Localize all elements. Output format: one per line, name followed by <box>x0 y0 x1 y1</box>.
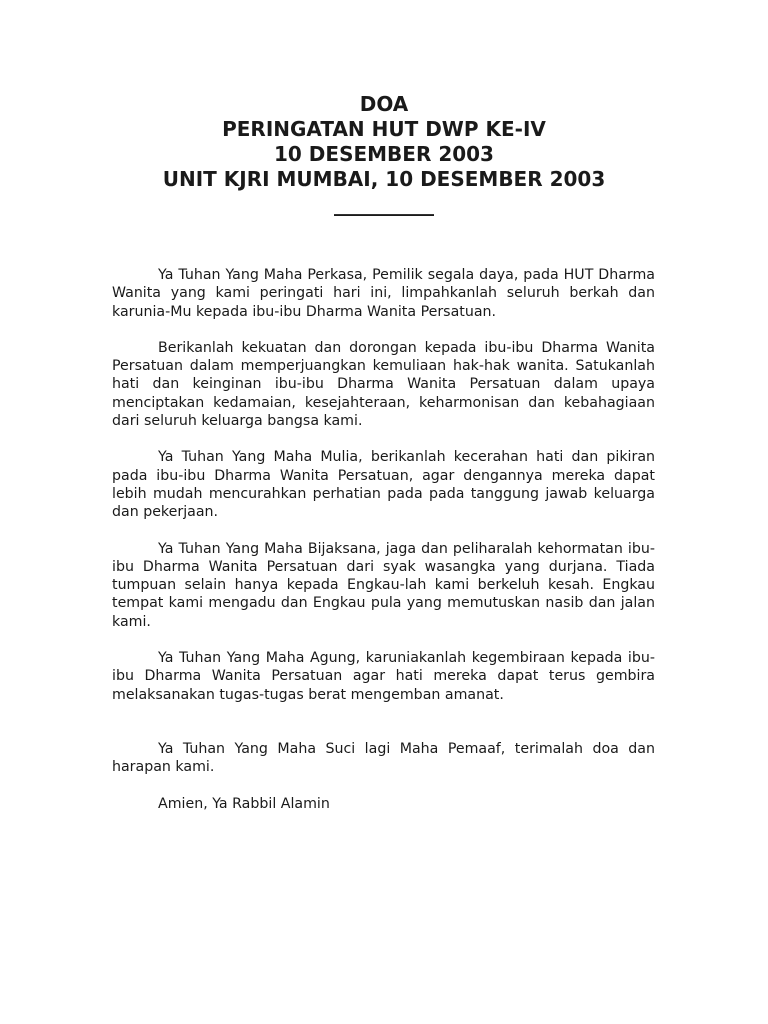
title-line-doa: DOA <box>359 92 409 116</box>
title-line-unit: UNIT KJRI MUMBAI, 10 DESEMBER 2003 <box>162 167 606 191</box>
paragraph-2: Berikanlah kekuatan dan dorongan kepada ibu-ibu Dharma Wanita Persatuan dalam memperjuangkan kemuliaan hak-hak wanita. Satukanlah hati dan keinginan ibu-ibu Dharma Wanita Persatuan dalam upaya menciptakan kedamaian, kesejahteraan, keharmonisan dan kebahagiaan dari seluruh keluarga bangsa kami. <box>112 339 655 430</box>
paragraph-6: Ya Tuhan Yang Maha Suci lagi Maha Pemaaf, terimalah doa dan harapan kami. <box>112 740 655 776</box>
title-underline-rule: __________ <box>334 192 434 216</box>
title-line-event: PERINGATAN HUT DWP KE-IV <box>222 117 546 141</box>
prayer-body <box>112 266 655 831</box>
paragraph-4: Ya Tuhan Yang Maha Bijaksana, jaga dan peliharalah kehormatan ibu-ibu Dharma Wanita Persatuan dari syak wasangka yang durjana. Tiada tumpuan selain hanya kepada Engkau-lah kami berkeluh kesah. Engkau tempat kami mengadu dan Engkau pula yang memutuskan nasib dan jalan kami. <box>112 540 655 630</box>
paragraph-5: Ya Tuhan Yang Maha Agung, karuniakanlah kegembiraan kepada ibu-ibu Dharma Wanita Persatuan agar hati mereka dapat terus gembira melaksanakan tugas-tugas berat mengemban amanat. <box>112 650 655 703</box>
closing-line: Amien, Ya Rabbil Alamin <box>158 795 330 812</box>
paragraph-1: Ya Tuhan Yang Maha Perkasa, Pemilik segala daya, pada HUT Dharma Wanita yang kami peringati hari ini, limpahkanlah seluruh berkah dan karunia-Mu kepada ibu-ibu Dharma Wanita Persatuan. <box>112 267 655 320</box>
paragraph-3: Ya Tuhan Yang Maha Mulia, berikanlah kecerahan hati dan pikiran pada ibu-ibu Dharma Wanita Persatuan, agar dengannya mereka dapat lebih mudah mencurahkan perhatian pada pada tanggung jawab keluarga dan pekerjaan. <box>112 449 655 521</box>
title-line-date: 10 DESEMBER 2003 <box>274 142 494 166</box>
document-title <box>0 92 768 217</box>
